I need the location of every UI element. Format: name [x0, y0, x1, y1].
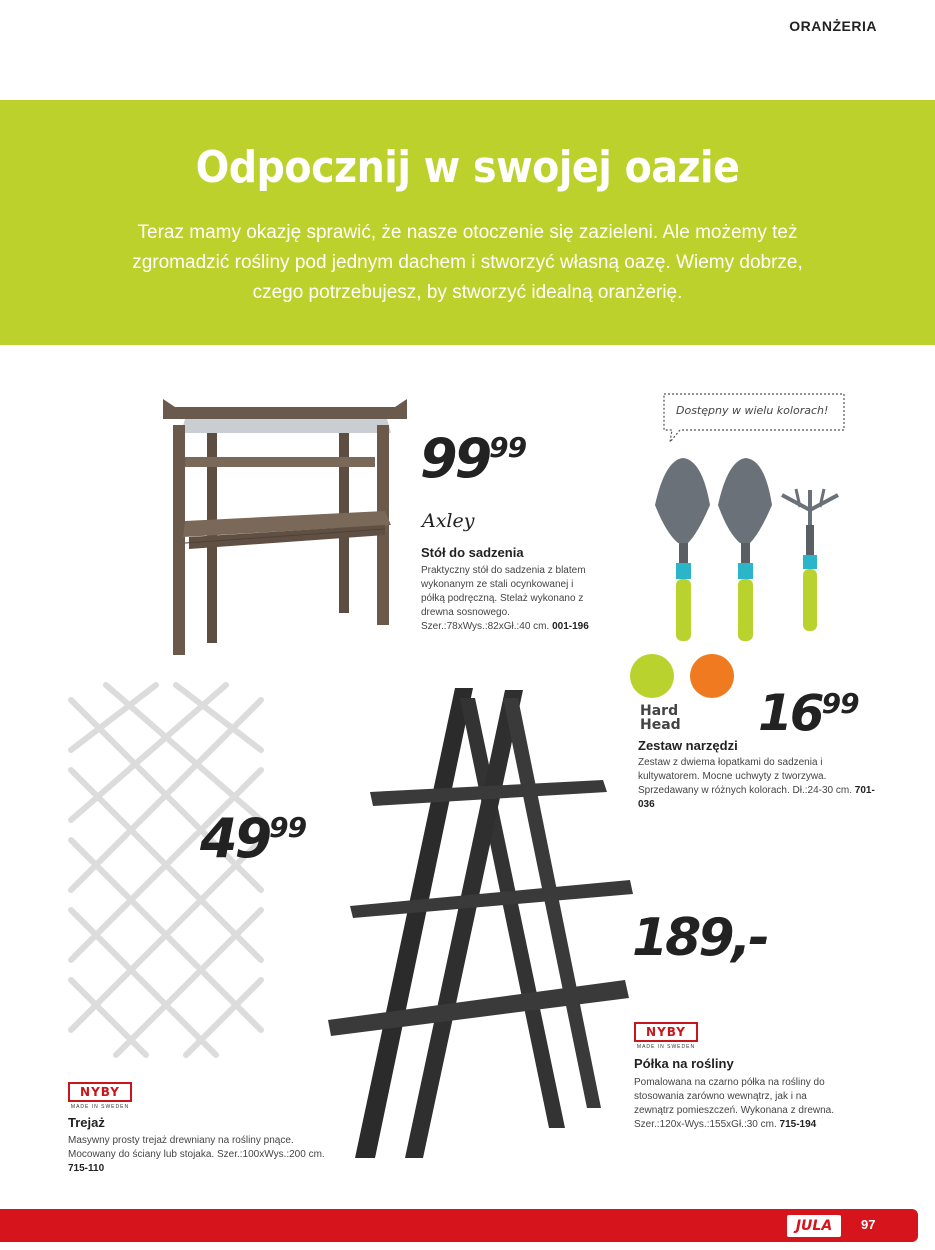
table-desc: Praktyczny stół do sadzenia z blatem wykonanym ze stali ocynkowanej i półką podręczną. Stelaż wykonano z drewna sosnowego. Szer.:78xWys.:82xGł.:40 cm. 001-196 — [421, 565, 589, 632]
bubble-text: Dostępny w wielu kolorach! — [676, 404, 829, 417]
tools-desc: Zestaw z dwiema łopatkami do sadzenia i kultywatorem. Mocne uchwyty z tworzywa. Sprzedawany w różnych kolorach. Dł.:24-30 cm. 701-036 — [638, 757, 875, 810]
shelf-desc: Pomalowana na czarno półka na rośliny do stosowania zarówno wewnątrz, jak i na zewnątrz pomieszczeń. Wykonana z drewna. Szer.:120x-Wys.:155xGł.:30 cm. 715-194 — [634, 1077, 834, 1130]
table-name: Stół do sadzenia — [421, 545, 524, 560]
banner-title: Odpocznij w swojej oazie — [195, 142, 740, 193]
hero-banner — [0, 100, 935, 345]
tools-code: 701-036 — [638, 785, 875, 810]
shelf-brand-logo: NYBY MADE IN SWEDEN — [634, 1022, 698, 1052]
shelf-price: 189,- — [632, 908, 767, 968]
section-tag: ORANŻERIA — [789, 18, 877, 34]
shelf-code: 715-194 — [779, 1119, 817, 1130]
trellis-brand-logo: NYBY MADE IN SWEDEN — [68, 1082, 132, 1112]
garden-tools-image — [650, 455, 840, 650]
page-number: 97 — [861, 1217, 876, 1232]
table-brand-logo: Axley — [422, 510, 475, 532]
trellis-image — [66, 680, 266, 1065]
shelf-name: Półka na rośliny — [634, 1056, 734, 1071]
trellis-price: 4999 — [200, 807, 307, 870]
table-code: 001-196 — [552, 621, 589, 632]
tools-price: 1699 — [758, 684, 859, 742]
potting-table-image — [155, 385, 415, 665]
footer-bar — [0, 1209, 918, 1242]
color-swatch-orange — [690, 654, 734, 698]
trellis-desc: Masywny prosty trejaż drewniany na rośliny pnące. Mocowany do ściany lub stojaka. Szer.:100xWys.:200 cm. 715-110 — [68, 1135, 325, 1174]
table-price: 9999 — [420, 427, 527, 490]
jula-logo: JULA — [787, 1215, 841, 1237]
hardhead-logo: Hard Head — [640, 703, 681, 733]
colors-bubble — [660, 390, 850, 446]
banner-text: Teraz mamy okazję sprawić, że nasze otoczenie się zazieleni. Ale możemy też zgromadzić rośliny pod jednym dachem i stworzyć własną oazę. Wiemy dobrze, czego potrzebujesz, by stworzyć idealną oranżerię. — [132, 222, 803, 303]
trellis-code: 715-110 — [68, 1163, 105, 1174]
plant-shelf-image — [325, 688, 640, 1163]
trellis-name: Trejaż — [68, 1115, 105, 1130]
tools-name: Zestaw narzędzi — [638, 738, 738, 753]
